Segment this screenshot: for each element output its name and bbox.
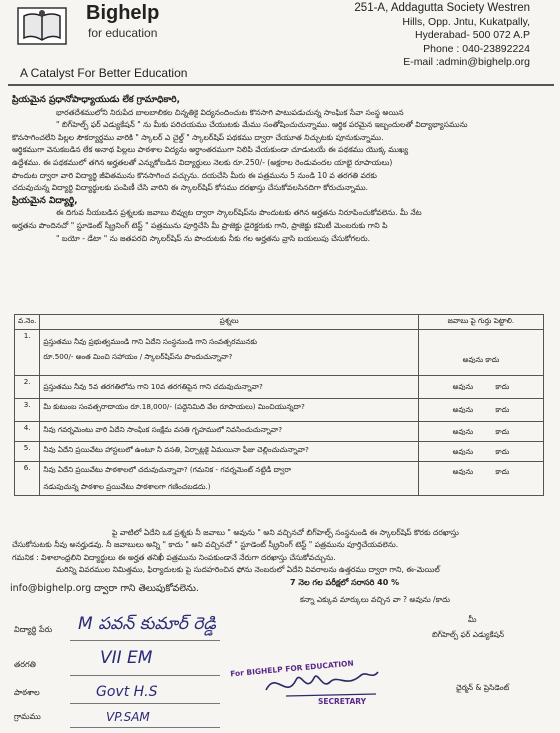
answer-cell[interactable] [418, 330, 543, 376]
row-no: 2. [15, 376, 40, 399]
table-row [15, 330, 544, 376]
village-label: గ్రామము [14, 712, 41, 721]
answer-cell[interactable] [418, 422, 543, 442]
body-line: ఆర్థికముగా వెనుకబడిన లేక అనాథ పిల్లలు పాఠశాల విద్యను అర్ధాంతరముగా నిలిపి వేయకుండా చూడుటయే ఈ పథకము యొక్క ముఖ్య [12, 145, 409, 155]
address-line: Hyderabad- 500 072 A.P [415, 29, 530, 42]
stamp-org: For BIGHELP FOR EDUCATION [229, 658, 355, 679]
question-cell [40, 399, 418, 422]
table-row [15, 422, 544, 442]
question-cell [40, 462, 418, 496]
header-divider [8, 84, 554, 86]
answer-cell[interactable] [418, 399, 543, 422]
no-option[interactable]: కాదు [495, 467, 510, 476]
yes-option[interactable]: అవును [452, 447, 474, 456]
brand-name: Bighelp [86, 2, 160, 24]
marks-percentage-note: 7 నెల గల పరీక్షలో సరాసరి 40 % [290, 578, 400, 587]
question-text: రూ.500/- అంత మించి సహాయం / స్కాలర్‌షిప్‌ను పొందుచున్నావా? [43, 352, 233, 361]
eligibility-table [14, 314, 544, 496]
org-line: బిగ్‌హెల్ప్ ఫర్ ఎడ్యుకేషన్ [432, 630, 505, 639]
name-underline [70, 640, 220, 641]
col-header-answer: జవాబు పై గుర్తు పెట్టాలి. [418, 315, 543, 330]
village-underline [70, 727, 220, 728]
row-no: 3. [15, 399, 40, 422]
col-header-no: వ.నెం. [15, 315, 40, 330]
question-cell [40, 376, 418, 399]
question-cell [40, 442, 418, 462]
signer-designation: ఛైర్మన్ & ప్రెసిడెంట్ [456, 683, 510, 692]
yes-option[interactable]: అవును [452, 382, 474, 391]
class-handwritten[interactable]: VII EM [100, 648, 153, 668]
body-line: " బిగ్‌హెల్ప్ ఫర్ ఎడ్యుకేషన్ " ను మీకు పరిచయము చేయుటకు మేము సంతోషించుచున్నాము. ఆర్థిక పరమైన ఇబ్బందులతో విద్యాభ్యాసమును [56, 120, 468, 130]
question-text: నడుపుచున్న పాఠశాల ప్రయివేటు పాఠశాలగా గణించబడదు.) [43, 482, 211, 491]
question-text: నీవు ఏదేని ప్రయివేటు హాస్టలులో ఉంటూ నీ వసతి, ఏర్పాట్లకై ఏమయినా ఫీజు చెల్లించుచున్నావా? [43, 445, 309, 454]
closing-mee: మీ [468, 615, 477, 624]
body-line: భారతదేశములోని నిరుపేద బాలబాలికల చిన్నతికై విద్యనందించుట కొనసాగి పాటుపడుచున్న సాంఘిక సేవా సంస్థ అయిన [56, 107, 404, 117]
salutation: ప్రియమైన ప్రధానోపాధ్యాయుడు లేక గ్రామాధికారి, [12, 95, 181, 105]
no-option[interactable]: కాదు [495, 447, 510, 456]
class-underline [70, 675, 220, 676]
footer-text [12, 527, 550, 577]
row-no: 6. [15, 462, 40, 496]
table-row [15, 376, 544, 399]
school-label: పాఠశాల [14, 688, 40, 697]
email-line: E-mail :admin@bighelp.org [403, 56, 530, 69]
question-text: ప్రస్తుతము నీవు ప్రభుత్వముండి గాని ఏదేని సంస్థనుండి గాని సంవత్సరమునకు [43, 337, 257, 346]
phone-line: Phone : 040-23892224 [423, 42, 530, 55]
salutation-student: ప్రియమైన విద్యార్థి, [12, 195, 78, 206]
question-text: నీవు ఏదేని ప్రయివేటు పాఠశాలలో చదువుచున్నావా? (గమనిక - గవర్నమెంట్ నట్టిడీ ద్వారా [43, 465, 292, 474]
col-header-questions: ప్రశ్నలు [40, 315, 418, 330]
body-line: అర్హతను పొందినచో " స్టూడెంట్ స్క్రీనింగ్ టెస్ట్ " పత్రమును పూర్తిచేసి మీ ప్రాజెక్టు డైరెక్టరుకు గాని, ప్రాజెక్టు కమిటీ మెంబరుకు గాని పి [12, 220, 388, 230]
note-line: గమనిక : విశాలాంధ్రలిని విద్యార్థులు ఈ అర్హత తనిఖీ పత్రమును నింపకుండానే నేరుగా దరఖాస్తు చేసుకోవచ్చును. [12, 552, 336, 562]
no-option[interactable]: కాదు [485, 355, 500, 364]
no-option[interactable]: కాదు [495, 405, 510, 414]
question-cell [40, 422, 418, 442]
no-option[interactable]: కాదు [495, 382, 510, 391]
yes-option[interactable]: అవును [452, 405, 474, 414]
tagline: A Catalyst For Better Education [20, 66, 188, 80]
body-line: ఈ దిగువ నీయబడిన ప్రశ్నలకు జవాబు లివ్వుట ద్వారా స్కాలర్‌షిప్‌ను పొందుటకు తగిన అర్హతను నిరూపించుకోవలెను. మీ నేట [56, 208, 422, 218]
question-text: మీ కుటుంబ సంవత్సరాదాయం రూ.18,000/- (పద్దెనిమిది వేల రూపాయలు) మించియున్నదా? [43, 402, 305, 411]
answer-cell[interactable] [418, 442, 543, 462]
email-line: info@bighelp.org ద్వారా గాని తెలుపుకోవలెను. [10, 583, 199, 594]
question-cell [40, 330, 418, 376]
body-line: " బయో - డేటా " ను జతపరచి స్కాలర్‌షిప్ ను పొందుటకు నీకు గల అర్హతను వ్రాసి బయలుపు చేసుకోగలరు. [56, 233, 371, 243]
address-line: 251-A, Addagutta Society Westren [354, 2, 530, 14]
row-no: 4. [15, 422, 40, 442]
table-row [15, 399, 544, 422]
question-text: నీవు గవర్నమెంటు వారి ఏదేని సాంఘిక సంక్షేమ వసతి గృహములో నివసించుచున్నావా? [43, 425, 283, 434]
question-text: ప్రస్తుతము నీవు 5వ తరగతిలోను గాని 10వ తరగతిపైన గాని చదువుచున్నావా? [43, 382, 263, 391]
stamp-secretary: SECRETARY [318, 697, 367, 706]
body-line: కొనసాగించలేని పిల్లల సౌకర్యార్థము వారికి " స్కాలర్ ఎ చైల్డ్ " స్కాలర్‌షిప్ పథకము ద్వారా చేయూత నిచ్చుటకు పూనుకున్నాము. [12, 132, 384, 142]
letter-body [12, 94, 550, 245]
body-line: ఉద్దేశము. ఈ పథకములో తగిన అర్హతలతో ఎన్నుకోబడిన విద్యార్థులు నెలకు రూ.250/- (అక్షరాల రెండువందల యాభై రూపాయలు) [12, 157, 393, 167]
name-label: విద్యార్థి పేరు [14, 625, 53, 634]
brand-subtitle: for education [88, 26, 158, 40]
footer-line: మరిన్ని వివరముల నిమిత్తము, ఫిర్యాదులకు పై సుదహరించిన ఫోను నెంబరులో ఏదేని వివరాలను ఉత్తరము ద్వారా గాని, ఈ-మెయిల్ [56, 565, 440, 575]
village-handwritten[interactable]: VP.SAM [106, 710, 150, 724]
body-line: చదువుచున్న విద్యార్థి విద్యార్థులకు పంపిణీ చేసి వారిని ఈ స్కాలర్‌షిప్ కోసము దరఖాస్తు చేసుకోవలసినదిగా కోరుచున్నాము. [12, 183, 369, 193]
footer-line: పై వాటిలో ఏదేని ఒక ప్రశ్నకు నీ జవాబు " అవును " అని వచ్చినచో బిగ్‌హెల్ప్ సంస్థనుండి ఈ స్కాలర్‌షిప్ కొరకు దరఖాస్తు [112, 528, 459, 537]
table-row [15, 442, 544, 462]
row-no: 5. [15, 442, 40, 462]
answer-cell[interactable] [418, 462, 543, 496]
name-handwritten[interactable]: M పవన్ కుమార్ రెడ్డి [78, 614, 216, 634]
table-row [15, 462, 544, 496]
school-handwritten[interactable]: Govt H.S [96, 684, 158, 700]
book-logo-icon [16, 6, 68, 46]
marks-question: కన్నా ఎక్కువ మార్కులు వచ్చిన వా ? అవును /కాదు [300, 595, 450, 604]
footer-line: చేసుకోనుటకు నీవు అనర్హుడవు. నీ జవాబులు అన్ని " కాదు " అని వచ్చినచో " స్టూడెంట్ స్క్రీనింగ్ టెస్ట్ " పత్రమును పూర్తిచేయవలెను. [12, 540, 399, 550]
class-label: తరగతి [14, 660, 36, 669]
answer-cell[interactable] [418, 376, 543, 399]
table-header-row [15, 315, 544, 330]
yes-option[interactable]: అవును [462, 355, 484, 364]
body-line: పొందుట ద్వారా వారి విద్యార్థి జీవితమును కొనసాగించ వచ్చును. దయచేసి మీరు ఈ పత్రమును 5 నుండి 10 వ తరగతి వరకు [12, 170, 377, 180]
yes-option[interactable]: అవును [452, 427, 474, 436]
address-block [310, 2, 530, 70]
school-underline [70, 703, 220, 704]
no-option[interactable]: కాదు [495, 427, 510, 436]
row-no: 1. [15, 330, 40, 376]
address-line: Hills, Opp. Jntu, Kukatpally, [402, 15, 530, 28]
yes-option[interactable]: అవును [452, 467, 474, 476]
